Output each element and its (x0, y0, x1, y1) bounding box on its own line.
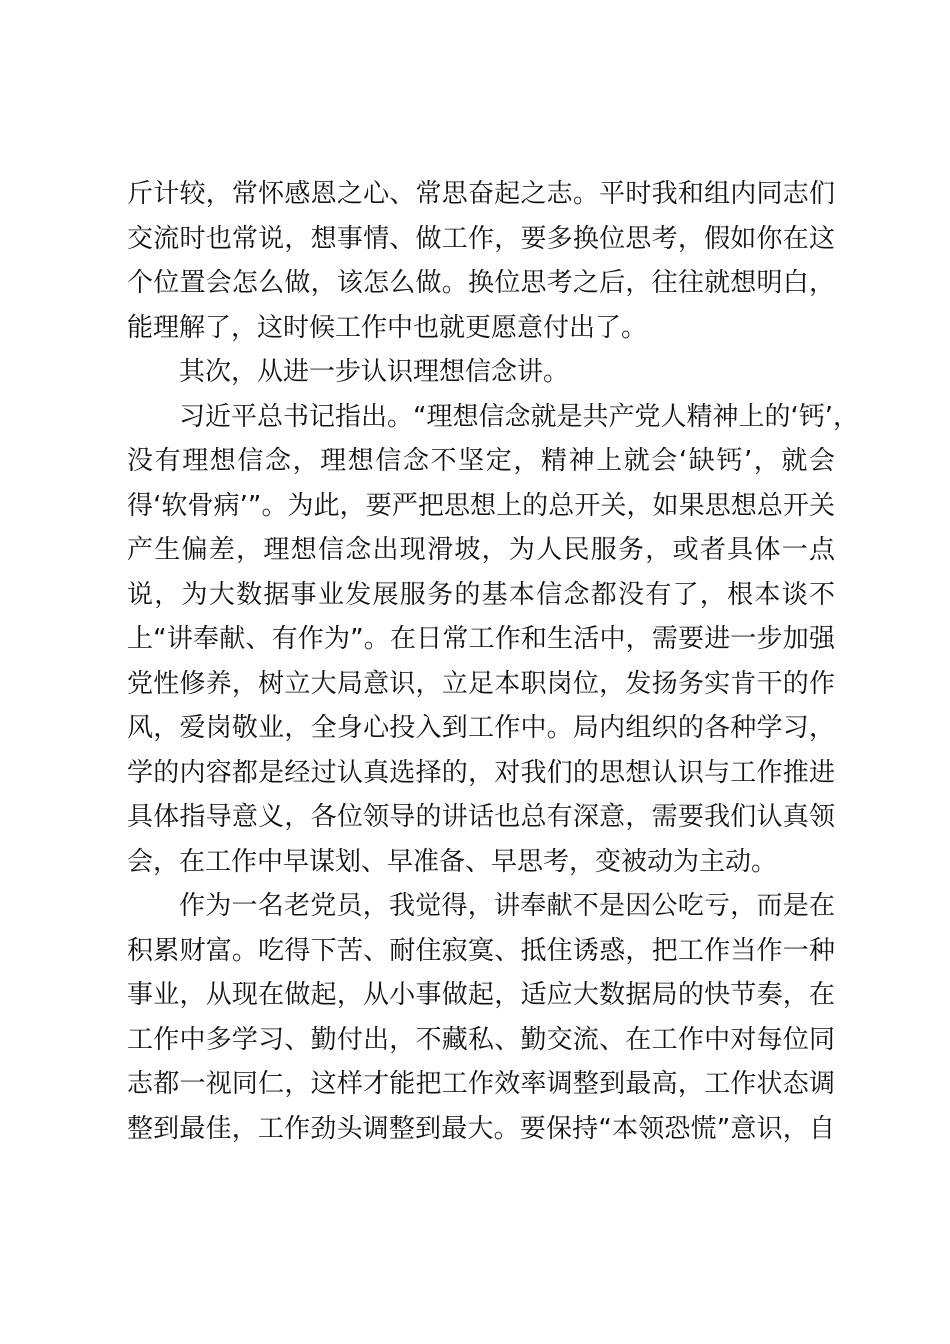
text-line: 具体指导意义，各位领导的讲话也总有深意，需要我们认真领 (127, 802, 835, 832)
text-line: 整到最佳，工作劲头调整到最大。要保持“本领恐慌”意识，自 (127, 1113, 835, 1144)
text-line: 习近平总书记指出。“理想信念就是共产党人精神上的‘钙’， (179, 401, 859, 432)
text-line: 斤计较，常怀感恩之心、常思奋起之志。平时我和组内同志们 (127, 179, 835, 209)
text-line: 事业，从现在做起，从小事做起，适应大数据局的快节奏，在 (127, 980, 835, 1010)
text-line: 上“讲奉献、有作为”。在日常工作和生活中，需要进一步加强 (127, 624, 835, 654)
text-line: 说，为大数据事业发展服务的基本信念都没有了，根本谈不 (127, 579, 835, 610)
text-line: 交流时也常说，想事情、做工作，要多换位思考，假如你在这 (127, 223, 835, 254)
text-line: 工作中多学习、勤付出，不藏私、勤交流、在工作中对每位同 (127, 1024, 835, 1055)
text-line: 得‘软骨病’”。为此，要严把思想上的总开关，如果思想总开关 (127, 490, 835, 521)
text-line: 积累财富。吃得下苦、耐住寂寞、抵住诱惑，把工作当作一种 (127, 935, 835, 966)
text-line: 其次，从进一步认识理想信念讲。 (179, 357, 570, 387)
text-line: 能理解了，这时候工作中也就更愿意付出了。 (127, 312, 648, 343)
text-line: 党性修养，树立大局意识，立足本职岗位，发扬务实肯干的作 (127, 668, 835, 699)
text-line: 会，在工作中早谋划、早准备、早思考，变被动为主动。 (127, 846, 778, 877)
text-line: 个位置会怎么做，该怎么做。换位思考之后，往往就想明白， (127, 268, 835, 298)
body-text (127, 172, 859, 1151)
text-line: 志都一视同仁，这样才能把工作效率调整到最高，工作状态调 (127, 1069, 835, 1099)
text-line: 风，爱岗敬业，全身心投入到工作中。局内组织的各种学习， (127, 713, 835, 743)
text-line: 学的内容都是经过认真选择的，对我们的思想认识与工作推进 (127, 757, 835, 788)
text-line: 没有理想信念，理想信念不坚定，精神上就会‘缺钙’，就会 (127, 446, 835, 476)
text-line: 作为一名老党员，我觉得，讲奉献不是因公吃亏，而是在 (179, 891, 835, 921)
text-line: 产生偏差，理想信念出现滑坡，为人民服务，或者具体一点 (127, 535, 835, 565)
